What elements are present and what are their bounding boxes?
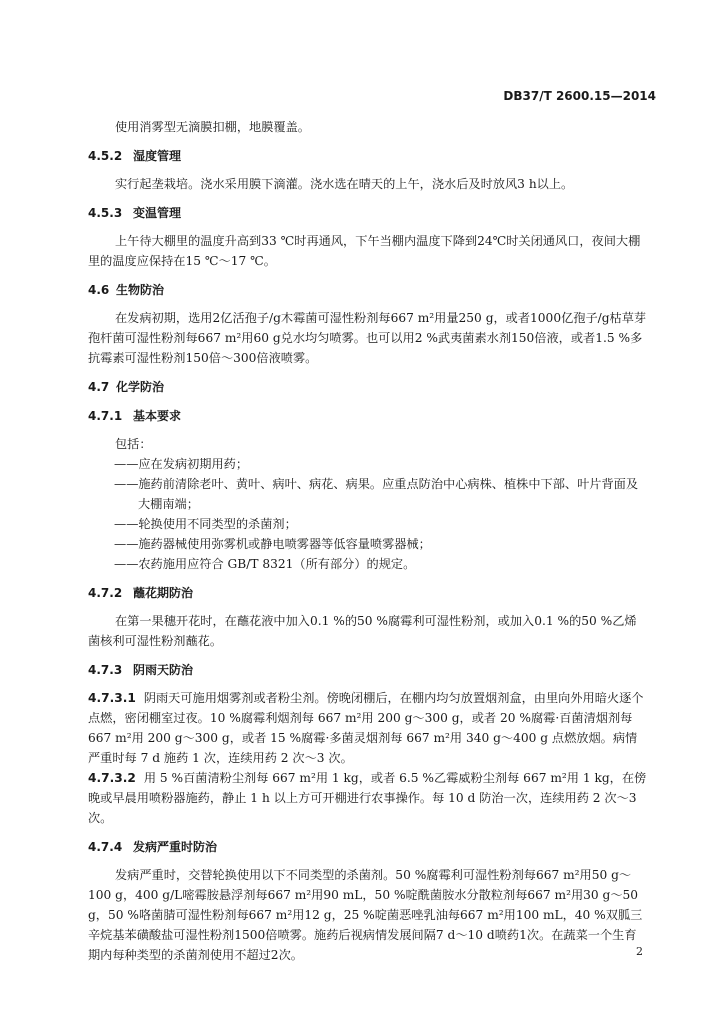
section-title: 生物防治 [116,283,165,297]
subclause-4-7-3-2 [88,768,648,828]
paragraph: 使用消雾型无滴膜扣棚，地膜覆盖。 [115,120,310,134]
subclause-text: 用 5 %百菌清粉尘剂每 667 m²用 1 kg，或者 6.5 %乙霉威粉尘剂每 667 m²用 1 kg，在傍晚或早晨用喷粉器施药，静止 1 h 以上方可开棚进行农事操作。每 10 d 防治一次，连续用药 2 次～3 次。 [88,771,647,825]
section-number: 4.7 [88,380,110,394]
subclause-text: 阴雨天可施用烟雾剂或者粉尘剂。傍晚闭棚后，在棚内均匀放置烟剂盒，由里向外用暗火逐个点燃，密闭棚室过夜。10 %腐霉利烟剂每 667 m²用 200 g～300 g，或者 20 %腐霉·百菌清烟剂每 667 m²用 200 g～300 g，或者 15 %腐霉·多菌灵烟剂每 667 m²用 340 g～400 g 点燃放烟。病情严重时每 7 d 施药 1 次，连续用药 2 次～3 次。 [88,691,644,765]
section-heading-4-5-2 [88,146,648,166]
list-item: ——施药器械使用弥雾机或静电喷雾器等低容量喷雾器械； [114,537,431,551]
section-number: 4.7.3 [88,663,123,677]
subclause-number: 4.7.3.2 [88,771,136,785]
section-heading-4-7-4 [88,837,648,857]
list-intro: 包括： [115,437,152,451]
page-number: 2 [636,945,643,958]
list-item: ——轮换使用不同类型的杀菌剂； [114,517,297,531]
section-number: 4.6 [88,283,110,297]
section-heading-4-7-2 [88,583,648,603]
section-heading-4-6 [88,280,648,300]
document-body [88,117,648,965]
section-title: 基本要求 [133,409,182,423]
section-title: 蘸花期防治 [133,586,194,600]
section-number: 4.5.3 [88,206,123,220]
section-title: 湿度管理 [133,149,182,163]
list-item: ——施药前清除老叶、黄叶、病叶、病花、病果。应重点防治中心病株、植株中下部、叶片背面及大棚南端； [114,477,639,511]
section-number: 4.7.4 [88,840,123,854]
section-number: 4.7.2 [88,586,123,600]
paragraph: 发病严重时，交替轮换使用以下不同类型的杀菌剂。50 %腐霉利可湿性粉剂每667 m²用50 g～100 g，400 g/L嘧霉胺悬浮剂每667 m²用90 mL，50 %啶酰菌胺水分散粒剂每667 m²用30 g～50 g，50 %咯菌腈可湿性粉剂每667 m²用12 g，25 %啶菌恶唑乳油每667 m²用100 mL，40 %双胍三辛烷基苯磺酸盐可湿性粉剂1500倍喷雾。施药后视病情发展间隔7 d～10 d喷药1次。在蔬菜一个生育期内每种类型的杀菌剂使用不超过2次。 [88,868,643,962]
section-title: 变温管理 [133,206,182,220]
section-title: 阴雨天防治 [133,663,194,677]
section-number: 4.7.1 [88,409,123,423]
subclause-4-7-3-1 [88,688,648,768]
section-heading-4-7-3 [88,660,648,680]
subclause-number: 4.7.3.1 [88,691,136,705]
paragraph: 实行起垄栽培。浇水采用膜下滴灌。浇水选在晴天的上午，浇水后及时放风3 h以上。 [115,177,574,191]
section-heading-4-5-3 [88,203,648,223]
document-code: DB37/T 2600.15—2014 [503,89,656,103]
paragraph: 在发病初期，选用2亿活孢子/g木霉菌可湿性粉剂每667 m²用量250 g，或者1000亿孢子/g枯草芽孢杆菌可湿性粉剂每667 m²用60 g兑水均匀喷雾。也可以用2 %武夷菌素水剂150倍液，或者1.5 %多抗霉素可湿性粉剂150倍～300倍液喷雾。 [88,311,647,365]
section-heading-4-7-1 [88,406,648,426]
section-title: 化学防治 [116,380,165,394]
list-item: ——农药施用应符合 GB/T 8321（所有部分）的规定。 [114,557,416,571]
paragraph: 在第一果穗开花时，在蘸花液中加入0.1 %的50 %腐霉利可湿性粉剂，或加入0.1 %的50 %乙烯菌核利可湿性粉剂蘸花。 [88,614,637,648]
paragraph: 上午待大棚里的温度升高到33 ℃时再通风，下午当棚内温度下降到24℃时关闭通风口，夜间大棚里的温度应保持在15 ℃～17 ℃。 [88,234,641,268]
section-heading-4-7 [88,377,648,397]
section-number: 4.5.2 [88,149,123,163]
list-item: ——应在发病初期用药； [114,457,249,471]
section-title: 发病严重时防治 [133,840,218,854]
